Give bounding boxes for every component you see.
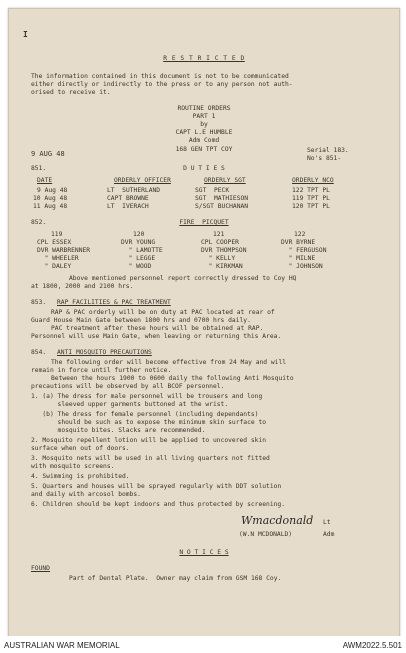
duties-col-officer: ORDERLY OFFICER (114, 177, 171, 184)
duty-sgt: S/SGT BUCHANAN (195, 203, 249, 210)
mosquito-line: 4. Swimming is prohibited. (31, 473, 130, 480)
picquet-member: DVR THOMPSON (201, 247, 247, 254)
duty-date: 10 Aug 48 (33, 195, 68, 202)
mosquito-line: surface when out of doors. (31, 445, 130, 452)
order-date: 9 AUG 48 (31, 150, 65, 158)
rap-line-1: RAP & PAC orderly will be on duty at PAC located at rear of (51, 309, 275, 316)
picquet-member: DVR BYRNE (281, 239, 316, 246)
mosquito-line: 6. Children should be kept indoors and thus protected by screening. (31, 501, 286, 508)
rap-line-2: Guard House Main Gate between 1800 hrs and 0700 hrs daily. (31, 317, 251, 324)
picquet-member: " WOOD (121, 263, 152, 270)
mosquito-line: 5. Quarters and houses will be sprayed regularly with DDT solution (31, 483, 282, 490)
unit-name: 168 GEN TPT COY (175, 146, 233, 153)
classification-heading: R E S T R I C T E D (163, 55, 245, 62)
duty-sgt: SGT MATHIESON (195, 195, 249, 202)
page-mark: I (23, 30, 28, 39)
mosquito-line: 1. (a) The dress for male personnel will be trousers and long (31, 393, 263, 400)
platoon-number: 119 (51, 231, 63, 238)
order-numbers: No's 851- (307, 155, 342, 162)
duty-nco: 122 TPT PL (292, 187, 330, 194)
duty-date: 11 Aug 48 (33, 203, 68, 210)
picquet-member: " WHEELER (37, 255, 79, 262)
section-number-851: 851. (31, 165, 47, 172)
mosquito-line: sleeved upper garments buttoned at the wrist. (31, 401, 229, 408)
picquet-member: DVR YOUNG (121, 239, 156, 246)
platoon-number: 122 (294, 231, 306, 238)
mosquito-line: The following order will become effective from 24 May and will (51, 359, 287, 366)
platoon-number: 121 (213, 231, 225, 238)
signature-role: Adm (323, 531, 335, 538)
mosquito-line: 2. Mosquito repellent lotion will be applied to uncovered skin (31, 437, 267, 444)
mosquito-line: 3. Mosquito nets will be used in all living quarters not fitted (31, 455, 270, 462)
duty-nco: 120 TPT PL (292, 203, 330, 210)
duties-col-sgt: ORDERLY SGT (204, 177, 246, 184)
mosquito-line: and daily with arcosol bombs. (31, 491, 141, 498)
caption-accession-number: AWM2022.5.501 (342, 641, 402, 650)
duty-date: 9 Aug 48 (37, 187, 68, 194)
mosquito-title: ANTI MOSQUITO PRECAUTIONS (57, 349, 152, 356)
section-number-852: 852. (31, 219, 47, 226)
rap-line-4: Personnel will use Main Gate, when leaving or returning this Area. (31, 333, 282, 340)
section-number-854: 854. (31, 349, 47, 356)
rap-line-3: PAC treatment after these hours will be obtained at RAP. (51, 325, 264, 332)
part-label: PART 1 (192, 113, 216, 120)
handwritten-signature: Wmacdonald (241, 514, 314, 527)
fire-picquet-title: FIRE PICQUET (179, 219, 229, 226)
mosquito-line: with mosquito screens. (31, 463, 115, 470)
picquet-member: CPL COOPER (201, 239, 239, 246)
picquet-note-line-1: Above mentioned personnel report correctly dressed to Coy HQ (69, 275, 297, 282)
duty-officer: CAPT BROWNE (107, 195, 149, 202)
by-label: by (200, 121, 208, 128)
picquet-member: " KELLY (201, 255, 236, 262)
duties-col-date: DATE (37, 177, 53, 184)
picquet-member: " LAMOTTE (121, 247, 163, 254)
mosquito-line: (b) The dress for female personnel (including dependants) (31, 411, 259, 418)
warning-line-3: orised to receive it. (31, 89, 111, 96)
duties-col-nco: ORDERLY NCO (292, 177, 334, 184)
rap-title: RAP FACILITIES & PAC TREATMENT (57, 299, 171, 306)
routine-orders-title: ROUTINE ORDERS (177, 105, 231, 112)
duty-officer: LT IVERACH (107, 203, 149, 210)
duty-sgt: SGT PECK (195, 187, 230, 194)
duty-officer: LT SUTHERLAND (107, 187, 161, 194)
picquet-member: " MILNE (281, 255, 316, 262)
mosquito-line: remain in force until further notice. (31, 367, 172, 374)
notices-title: N O T I C E S (179, 549, 229, 556)
picquet-member: " DALEY (37, 263, 72, 270)
serial-number: Serial 183. (307, 147, 349, 154)
picquet-member: DVR WARBRENNER (37, 247, 91, 254)
picquet-note-line-2: at 1800, 2000 and 2100 hrs. (31, 283, 134, 290)
picquet-member: " KIRKMAN (201, 263, 243, 270)
duties-title: D U T I E S (183, 165, 225, 172)
mosquito-line: Between the hours 1900 to 0600 daily the following Anti Mosquito (51, 375, 294, 382)
mosquito-line: mosquito bites. Slacks are recommended. (31, 427, 206, 434)
picquet-member: " LEGGE (121, 255, 156, 262)
officer-role: Adm Comd (188, 137, 220, 144)
picquet-member: " JOHNSON (281, 263, 323, 270)
picquet-member: CPL ESSEX (37, 239, 72, 246)
notice-label-found: FOUND (31, 565, 50, 572)
officer-name: CAPT L.E HUMBLE (175, 129, 233, 136)
notice-found-text: Part of Dental Plate. Owner may claim from GSM 168 Coy. (69, 575, 282, 582)
warning-line-2: either directly or indirectly to the press or to any person not auth- (31, 81, 293, 88)
signature-rank: Lt (323, 519, 331, 526)
mosquito-line: should be such as to expose the minimum skin surface to (31, 419, 267, 426)
section-number-853: 853. (31, 299, 47, 306)
document-page (8, 8, 400, 638)
mosquito-line: precautions will be observed by all BCOF personnel. (31, 383, 225, 390)
platoon-number: 120 (133, 231, 145, 238)
signature-printed-name: (W.N MCDONALD) (239, 531, 293, 538)
caption-institution: AUSTRALIAN WAR MEMORIAL (4, 641, 120, 650)
archive-caption (0, 636, 406, 653)
picquet-member: " FERGUSON (281, 247, 327, 254)
warning-line-1: The information contained in this document is not to be communicated (31, 73, 289, 80)
duty-nco: 119 TPT PL (292, 195, 330, 202)
